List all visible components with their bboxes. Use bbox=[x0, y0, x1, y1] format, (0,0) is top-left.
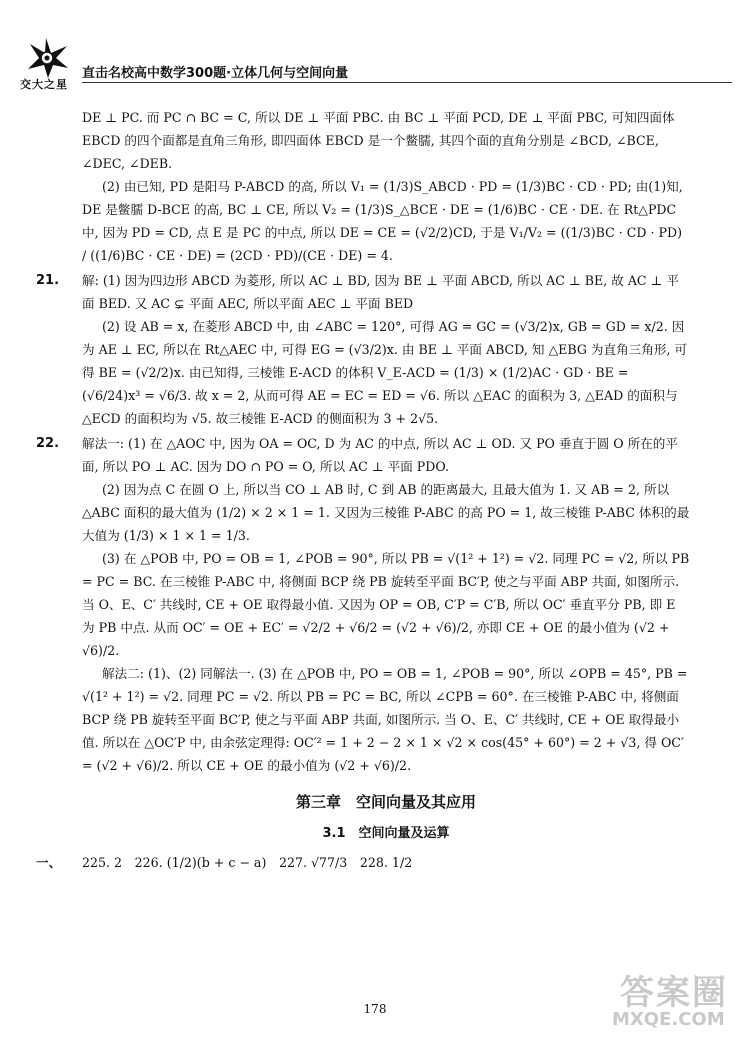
paragraph: (2) 设 AB = x, 在菱形 ABCD 中, 由 ∠ABC = 120°, 可得 AG = GC = (√3/2)x, GB = GD = x/2. 因为 AE ⊥ EC, 所以在 Rt△AEC 中, 可得 EG = (√3/2)x. 由 BE ⊥ 平面 ABCD, 知 △EBG 为直角三角形, 可得 BE = (√2/2)x. 由已知得, 三棱锥 E-ACD 的体积 V_E-ACD = (1/3) × (1/2)AC · GD · BE = (√6/24)x³ = √6/3. 故 x = 2, 从而可得 AE = EC = ED = √6. 所以 △EAC 的面积为 3, △EAD 的面积与 △ECD 的面积均为 √5. 故三棱锥 E-ACD 的侧面积为 3 + 2√5. bbox=[82, 319, 688, 426]
header-divider bbox=[82, 82, 732, 83]
problem-22 bbox=[36, 432, 690, 777]
paragraph: (2) 因为点 C 在圆 O 上, 所以当 CO ⊥ AB 时, C 到 AB 的距离最大, 且最大值为 1. 又 AB = 2, 所以 △ABC 面积的最大值为 (1/2) × 2 × 1 = 1. 又因为三棱锥 P-ABC 的高 PO = 1, 故三棱锥 P-ABC 体积的最大值为 (1/3) × 1 × 1 = 1/3. bbox=[82, 482, 690, 543]
page-header bbox=[18, 36, 732, 98]
answer-lead: 一、 bbox=[36, 855, 62, 870]
paragraph: (3) 在 △POB 中, PO = OB = 1, ∠POB = 90°, 所以 PB = √(1² + 1²) = √2. 同理 PC = √2, 所以 PB = PC = BC. 在三棱锥 P-ABC 中, 将侧面 BCP 绕 PB 旋转至平面 BC′P, 使之与平面 ABP 共面, 如图所示. 当 O、E、C′ 共线时, CE + OE 取得最小值. 又因为 OP = OB, C′P = C′B, 所以 OC′ 垂直平分 PB, 即 E 为 PB 中点. 从而 OC′ = OE + EC′ = √2/2 + √6/2 = (√2 + √6)/2, 亦即 CE + OE 的最小值为 (√2 + √6)/2. bbox=[82, 551, 690, 658]
chapter-title: 第三章 空间向量及其应用 bbox=[295, 793, 476, 811]
paragraph: (2) 由已知, PD 是阳马 P-ABCD 的高, 所以 V₁ = (1/3)S_ABCD · PD = (1/3)BC · CD · PD; 由(1)知, DE 是鳖臑 D-BCE 的高, BC ⊥ CE, 所以 V₂ = (1/3)S_△BCE · DE = (1/6)BC · CE · DE. 在 Rt△PDC 中, 因为 PD = CD, 点 E 是 PC 的中点, 所以 DE = CE = (√2/2)CD, 于是 V₁/V₂ = ((1/3)BC · CD · PD) / ((1/6)BC · CE · DE) = (2CD · PD)/(CE · DE) = 4. bbox=[82, 179, 683, 263]
paragraph: 解法二: (1)、(2) 同解法一. (3) 在 △POB 中, PO = OB = 1, ∠POB = 90°, 所以 ∠OPB = 45°, PB = √(1² + 1²) = √2. 同理 PC = √2. 所以 PB = PC = BC, 所以 ∠CPB = 60°. 在三棱锥 P-ABC 中, 将侧面 BCP 绕 PB 旋转至平面 BC′P, 使之与平面 ABP 共面, 如图所示. 当 O、E、C′ 共线时, CE + OE 取得最小值. 所以在 △OC′P 中, 由余弦定理得: OC′² = 1 + 2 − 2 × 1 × √2 × cos(45° + 60°) = 2 + √3, 得 OC′ = (√2 + √6)/2. 所以 CE + OE 的最小值为 (√2 + √6)/2. bbox=[82, 666, 688, 773]
section-title: 3.1 空间向量及运算 bbox=[322, 826, 450, 841]
watermark-url: MXQE.COM bbox=[612, 1009, 725, 1030]
problem-number: 21. bbox=[36, 273, 60, 288]
paragraph: 解: (1) 因为四边形 ABCD 为菱形, 所以 AC ⊥ BD, 因为 BE ⊥ 平面 ABCD, 所以 AC ⊥ BE, 故 AC ⊥ 平面 BED. 又 AC ⊊ 平面 AEC, 所以平面 AEC ⊥ 平面 BED bbox=[82, 273, 679, 311]
paragraph: DE ⊥ PC. 而 PC ∩ BC = C, 所以 DE ⊥ 平面 PBC. 由 BC ⊥ 平面 PCD, DE ⊥ 平面 PBC, 可知四面体 EBCD 的四个面都是直角三角形, 即四面体 EBCD 是一个鳖臑, 其四个面的直角分别是 ∠BCD, ∠BCE, ∠DEC, ∠DEB. bbox=[82, 110, 675, 171]
logo-text: 交大之星 bbox=[20, 78, 68, 91]
problem-number: 22. bbox=[36, 436, 60, 451]
answer-line bbox=[36, 851, 690, 875]
problem-21 bbox=[36, 269, 690, 430]
problem-20-continued bbox=[82, 106, 690, 267]
answer-text: 225. 2 226. (1/2)(b + c − a) 227. √77/3 228. 1/2 bbox=[82, 855, 413, 870]
paragraph: 解法一: (1) 在 △AOC 中, 因为 OA = OC, D 为 AC 的中点, 所以 AC ⊥ OD. 又 PO 垂直于圆 O 所在的平面, 所以 PO ⊥ AC. 因为 DO ∩ PO = O, 所以 AC ⊥ 平面 PDO. bbox=[82, 436, 678, 474]
page-number: 178 bbox=[363, 1002, 387, 1016]
page-content bbox=[36, 104, 690, 875]
watermark bbox=[612, 965, 740, 1033]
watermark-text: 答案圈 bbox=[620, 973, 728, 1013]
book-title: 直击名校高中数学300题·立体几何与空间向量 bbox=[82, 66, 349, 81]
